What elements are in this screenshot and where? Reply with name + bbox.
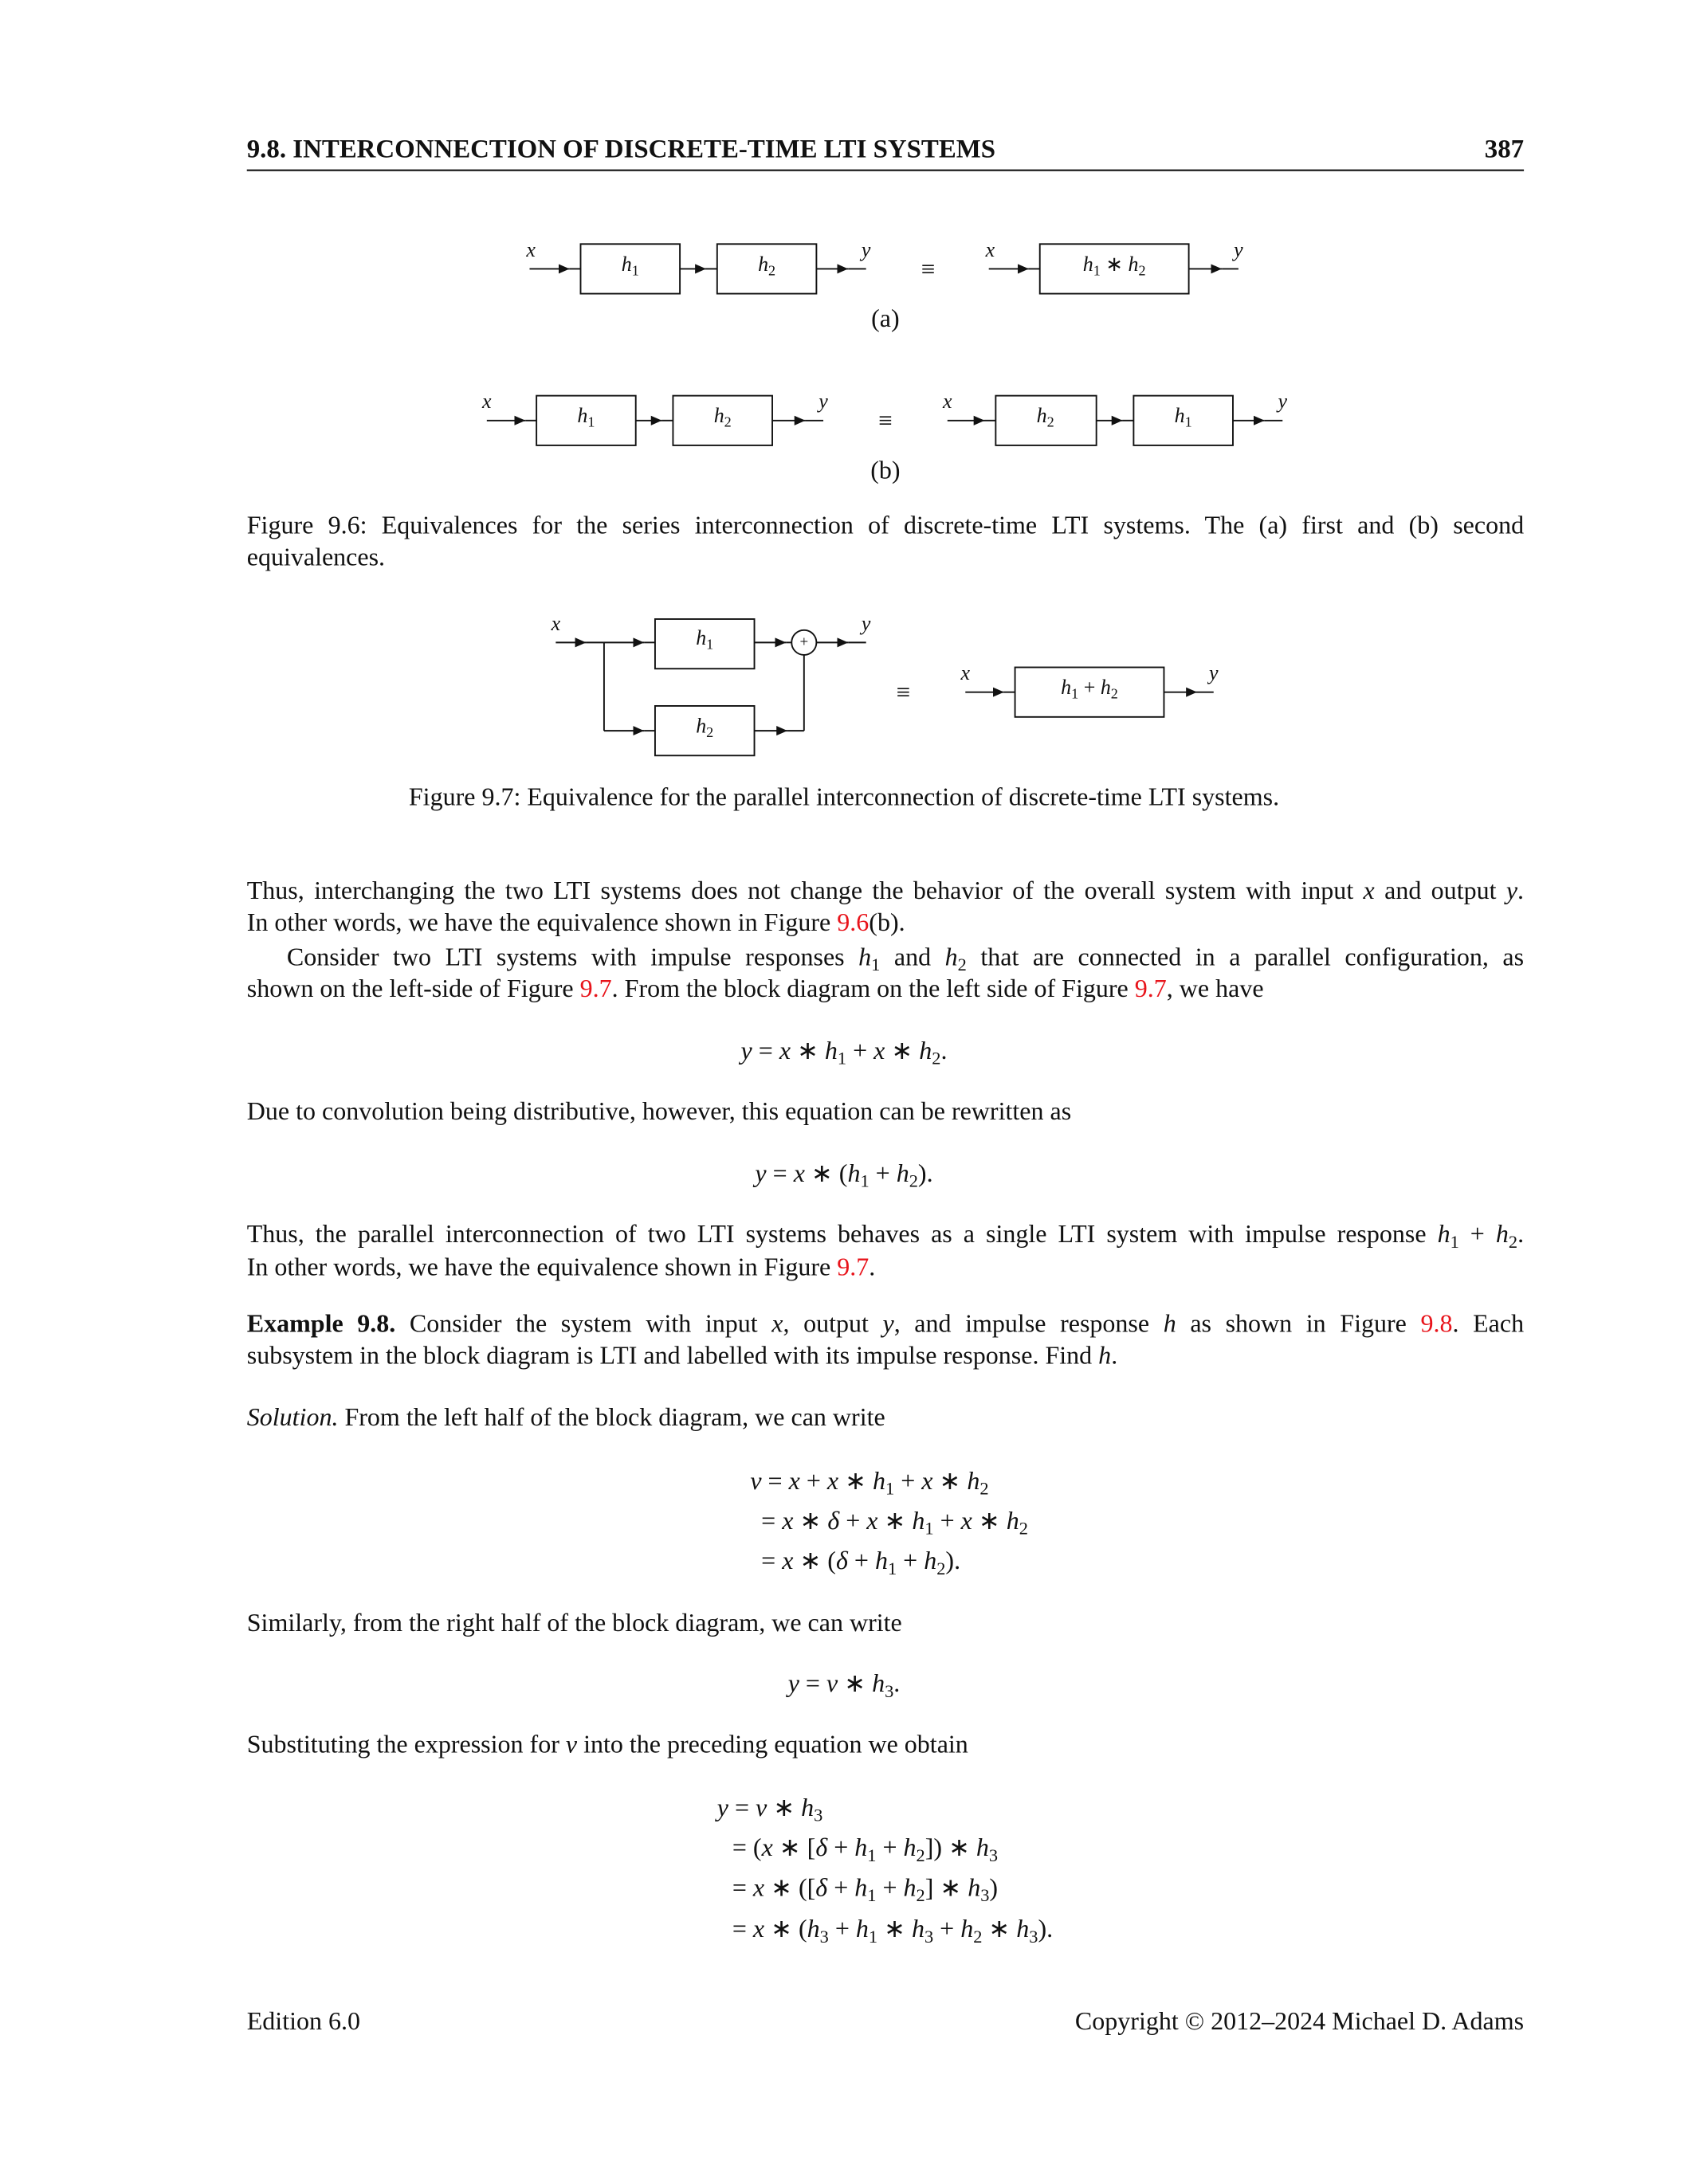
signal-label-y	[862, 238, 871, 263]
subscript: 2	[916, 1884, 925, 1906]
text-segment: , output	[783, 1311, 883, 1339]
equivalence-symbol	[878, 408, 893, 433]
subscript: 2	[768, 264, 776, 280]
text-segment: (b)	[870, 457, 901, 486]
subscript: 1	[885, 1477, 895, 1499]
text-segment: y	[716, 1794, 729, 1823]
text-segment: h	[847, 1160, 861, 1189]
text-segment: h	[872, 1671, 885, 1699]
text-segment: h	[854, 1835, 868, 1863]
text-segment: h	[896, 1160, 909, 1189]
text-segment: subsystem in the block diagram is LTI and labelled with its impulse response. Find	[246, 1343, 1099, 1371]
paragraph-line	[247, 1731, 968, 1761]
subscript: 3	[814, 1804, 823, 1825]
block-h1-plus-h2	[1061, 676, 1118, 708]
text-segment: h	[903, 1835, 917, 1863]
text-segment: h	[944, 944, 958, 972]
text-segment: = (	[732, 1835, 762, 1863]
equation	[0, 1670, 1688, 1700]
signal-label-x	[482, 390, 492, 415]
text-segment: v	[826, 1671, 838, 1699]
text-segment: Example 9.8.	[246, 1311, 396, 1339]
text-segment: x	[482, 391, 492, 414]
text-segment: h	[1098, 1343, 1112, 1371]
text-segment: h	[807, 1916, 820, 1944]
paragraph-line	[247, 974, 1264, 1005]
text-segment: Similarly, from the right half of the block diagram, we can write	[246, 1610, 902, 1638]
text-segment: ∗	[767, 1794, 802, 1823]
text-segment: x	[921, 1468, 933, 1496]
subscript: 2	[932, 1047, 941, 1068]
subscript: 2	[973, 1926, 983, 1947]
block-h1-conv-h2	[1083, 253, 1146, 284]
text-segment: y	[1505, 878, 1518, 906]
text-segment: v	[565, 1731, 578, 1759]
text-segment: Substituting the expression for	[246, 1731, 566, 1759]
text-segment: ∗	[838, 1468, 873, 1496]
text-segment: h	[824, 1037, 838, 1066]
text-segment: )	[989, 1875, 999, 1903]
text-segment: ∗ (	[804, 1160, 848, 1189]
text-segment: h	[912, 1508, 925, 1536]
text-segment: (b).	[869, 910, 905, 938]
text-segment: ∗	[885, 1037, 920, 1066]
subscript: 3	[924, 1926, 934, 1947]
text-segment: into the preceding equation we obtain	[577, 1731, 968, 1759]
text-segment: x	[551, 614, 561, 636]
text-segment: y	[861, 240, 871, 262]
text-segment: x	[960, 663, 971, 686]
text-segment: ∗	[877, 1508, 913, 1536]
subscript: 3	[988, 1845, 999, 1866]
subscript: 2	[1046, 415, 1054, 431]
text-segment: h	[1061, 677, 1072, 700]
text-segment: +	[894, 1468, 922, 1496]
text-segment: h	[713, 406, 724, 429]
text-segment: δ	[815, 1875, 828, 1903]
text-segment: x	[943, 391, 952, 414]
subscript: 1	[867, 1845, 877, 1866]
text-segment: In other words, we have the equivalence shown in Figure	[246, 910, 838, 938]
subscript: 1	[631, 264, 639, 280]
subscript: 1	[706, 637, 714, 653]
text-segment: y	[1208, 663, 1219, 686]
text-segment: Figure 9.6: Equivalences for the series interconnection of discrete-time LTI systems. The (a) first and (b) second	[246, 512, 1525, 541]
equation-line	[732, 1874, 998, 1904]
text-segment: δ	[835, 1548, 848, 1576]
text-segment: .	[1111, 1343, 1118, 1371]
subscript: 3	[1029, 1926, 1038, 1947]
signal-label-x	[986, 238, 995, 263]
footer-copyright: Copyright © 2012–2024 Michael D. Adams	[1074, 2009, 1525, 2037]
text-segment: (a)	[871, 306, 900, 334]
text-segment: h	[854, 1875, 868, 1903]
text-segment: h	[874, 1548, 888, 1576]
figure-9-6-caption	[247, 543, 385, 574]
subscript: 2	[936, 1558, 946, 1579]
text-segment: In other words, we have the equivalence shown in Figure	[246, 1254, 838, 1283]
subscript: 1	[867, 1884, 877, 1906]
text-segment: =	[728, 1794, 756, 1823]
figure-9-6-caption	[247, 512, 1524, 542]
text-segment: .	[1517, 878, 1525, 906]
text-segment: ∗	[793, 1508, 828, 1536]
text-segment: , and impulse response	[893, 1311, 1164, 1339]
example-line	[247, 1342, 1117, 1372]
block-h2	[758, 253, 775, 284]
text-segment: +	[876, 1875, 904, 1903]
paragraph-line	[247, 1220, 1524, 1250]
text-segment: x	[793, 1160, 805, 1189]
text-segment: h	[1437, 1221, 1451, 1249]
text-segment: ∗ (	[764, 1916, 807, 1944]
subscript: 1	[868, 1926, 878, 1947]
text-segment: h	[1128, 254, 1139, 276]
text-segment: =	[732, 1875, 753, 1903]
equation-line	[761, 1507, 1028, 1537]
text-segment: y	[1234, 240, 1243, 262]
subscript: 1	[871, 954, 881, 975]
text-segment: h	[855, 1916, 869, 1944]
text-segment: y	[787, 1671, 799, 1699]
subscript: 2	[909, 1170, 918, 1191]
page-number: 387	[1484, 135, 1525, 164]
text-segment: .	[869, 1254, 876, 1283]
paragraph-line	[247, 1253, 876, 1284]
subscript: 1	[860, 1170, 870, 1191]
text-segment: h	[911, 1916, 924, 1944]
text-segment: From the left half of the block diagram, we can write	[338, 1405, 885, 1433]
text-segment: .	[893, 1671, 901, 1699]
text-segment: h	[1006, 1508, 1019, 1536]
subscript: 2	[724, 415, 732, 431]
signal-label-x	[943, 390, 952, 415]
text-segment: ] ∗	[924, 1875, 968, 1903]
text-segment: Thus, interchanging the two LTI systems does not change the behavior of the overall system with input	[246, 878, 1364, 906]
paragraph-line	[247, 908, 905, 939]
text-segment: , we have	[1166, 976, 1264, 1004]
text-segment: x	[752, 1916, 765, 1944]
equivalence-symbol	[921, 257, 936, 281]
equation-line	[750, 1467, 988, 1497]
text-segment: h	[919, 1037, 932, 1066]
block-h1	[696, 626, 713, 658]
text-segment: h	[967, 1468, 980, 1496]
text-segment: Due to convolution being distributive, however, this equation can be rewritten as	[246, 1099, 1072, 1127]
text-segment: y	[818, 391, 828, 414]
text-segment: ]) ∗	[924, 1835, 976, 1863]
text-segment: ∗	[1100, 254, 1129, 276]
signal-label-y	[1209, 662, 1219, 687]
text-segment: and	[880, 944, 945, 972]
equation-line	[761, 1547, 960, 1578]
example-line	[247, 1310, 1524, 1340]
text-segment: h	[903, 1875, 917, 1903]
subscript: 1	[837, 1047, 847, 1068]
figure-reference-link[interactable]: 9.6	[837, 910, 870, 938]
text-segment: ).	[945, 1548, 961, 1576]
text-segment: h	[1016, 1916, 1030, 1944]
text-segment: =	[732, 1916, 753, 1944]
figure-reference-link[interactable]: 9.7	[1134, 976, 1167, 1004]
text-segment: ∗	[972, 1508, 1007, 1536]
text-segment: +	[827, 1875, 855, 1903]
equation-line	[732, 1833, 998, 1864]
text-segment: x	[866, 1508, 878, 1536]
text-segment: +	[933, 1508, 961, 1536]
block-h1	[622, 253, 639, 284]
text-segment: h	[960, 1916, 974, 1944]
text-segment: y	[1278, 391, 1288, 414]
signal-label-y	[862, 612, 871, 637]
text-segment: h	[801, 1794, 815, 1823]
text-segment: =	[761, 1508, 783, 1536]
text-segment: +	[839, 1508, 867, 1536]
signal-label-x	[526, 238, 536, 263]
text-segment: x	[1363, 878, 1375, 906]
figure-9-7-caption	[0, 783, 1688, 814]
subscript: 2	[706, 726, 714, 742]
text-segment: Consider two LTI systems with impulse responses	[286, 944, 859, 972]
subscript: 1	[587, 415, 595, 431]
text-segment: h	[1495, 1221, 1509, 1249]
text-segment: x	[826, 1468, 839, 1496]
text-segment: .	[940, 1037, 948, 1066]
text-segment: x	[752, 1875, 765, 1903]
text-segment: x	[771, 1311, 783, 1339]
text-segment: +	[869, 1160, 897, 1189]
text-segment: x	[960, 1508, 972, 1536]
text-segment: Solution.	[246, 1405, 339, 1433]
text-segment: and output	[1374, 878, 1506, 906]
footer-edition: Edition 6.0	[246, 2009, 361, 2037]
text-segment: +	[827, 1835, 855, 1863]
text-segment: x	[761, 1835, 773, 1863]
text-segment: .	[1517, 1221, 1525, 1249]
subscript: 1	[924, 1517, 934, 1539]
subscript: 2	[916, 1845, 925, 1866]
text-segment: h	[872, 1468, 885, 1496]
subscript: 2	[1508, 1231, 1518, 1252]
text-segment: x	[788, 1468, 800, 1496]
text-segment: x	[985, 240, 995, 262]
signal-label-y	[818, 390, 828, 415]
text-segment: h	[758, 254, 769, 276]
text-segment: h	[924, 1548, 937, 1576]
text-segment: ).	[1038, 1916, 1054, 1944]
text-segment: . From the block diagram on the left side of Figure	[611, 976, 1135, 1004]
text-segment: +	[1458, 1221, 1496, 1249]
text-segment: +	[1078, 677, 1101, 700]
text-segment: h	[858, 944, 872, 972]
paragraph-line	[247, 877, 1524, 908]
text-segment: x	[782, 1508, 794, 1536]
text-segment: y	[861, 614, 871, 636]
signal-label-x	[552, 612, 561, 637]
text-segment: h	[696, 716, 707, 739]
text-segment: +	[933, 1916, 961, 1944]
text-segment: Thus, the parallel interconnection of two LTI systems behaves as a single LTI system with impulse response	[246, 1221, 1438, 1249]
text-segment: h	[577, 406, 588, 429]
text-segment: Consider the system with input	[395, 1311, 772, 1339]
text-segment: y	[755, 1160, 767, 1189]
figure-reference-link[interactable]: 9.7	[837, 1254, 870, 1283]
text-segment: δ	[815, 1835, 828, 1863]
subscript: 3	[885, 1680, 894, 1702]
text-segment: y	[882, 1311, 894, 1339]
text-segment: v	[750, 1468, 762, 1496]
text-segment: +	[846, 1037, 874, 1066]
block-h1	[1175, 405, 1192, 437]
text-segment: equivalences.	[246, 544, 386, 573]
text-segment: =	[799, 1671, 826, 1699]
text-segment: +	[876, 1835, 904, 1863]
equation-line	[732, 1915, 1053, 1946]
equation-line	[717, 1794, 823, 1824]
text-segment: h	[1036, 406, 1047, 429]
text-segment: ∗ ([	[764, 1875, 816, 1903]
text-segment: shown on the left-side of Figure	[246, 976, 580, 1004]
subscript: 3	[980, 1884, 990, 1906]
text-segment: x	[779, 1037, 791, 1066]
subscript: 2	[1019, 1517, 1028, 1539]
text-segment: =	[766, 1160, 794, 1189]
signal-label-y	[1234, 238, 1243, 263]
subscript: 1	[1450, 1231, 1459, 1252]
text-segment: ≡	[896, 678, 911, 706]
text-segment: ≡	[921, 255, 936, 283]
figure-reference-link[interactable]: 9.8	[1420, 1311, 1453, 1339]
block-h1	[577, 405, 595, 437]
text-segment: h	[968, 1875, 981, 1903]
subscript: 1	[887, 1558, 897, 1579]
text-segment: x	[782, 1548, 794, 1576]
text-segment: ≡	[878, 406, 893, 435]
text-segment: y	[740, 1037, 752, 1066]
running-header-title: 9.8. INTERCONNECTION OF DISCRETE-TIME LTI SYSTEMS	[246, 135, 996, 164]
text-segment: h	[976, 1835, 989, 1863]
subfigure-label-b	[870, 459, 900, 484]
text-segment: h	[696, 628, 707, 650]
subscript: 2	[957, 954, 967, 975]
text-segment: as shown in Figure	[1176, 1311, 1421, 1339]
text-segment: v	[756, 1794, 767, 1823]
subscript: 1	[1184, 415, 1192, 431]
block-h2	[1037, 405, 1054, 437]
text-segment: h	[1082, 254, 1093, 276]
text-segment: +	[799, 633, 809, 651]
text-segment: that are connected in a parallel configuration, as	[966, 944, 1525, 972]
text-segment: ∗ (	[793, 1548, 836, 1576]
text-segment: +	[799, 1468, 827, 1496]
text-segment: . Each	[1452, 1311, 1525, 1339]
subscript: 1	[1093, 264, 1101, 280]
subscript: 2	[1110, 687, 1118, 703]
signal-label-y	[1278, 390, 1287, 415]
paragraph-line	[287, 943, 1524, 974]
signal-label-x	[961, 662, 971, 687]
subscript: 2	[1138, 264, 1146, 280]
text-segment: h	[1174, 406, 1185, 429]
text-segment: x	[873, 1037, 885, 1066]
text-segment: +	[828, 1916, 856, 1944]
equivalence-symbol	[897, 680, 911, 704]
text-segment: x	[526, 240, 536, 262]
text-segment: ∗	[877, 1916, 912, 1944]
text-segment: =	[761, 1468, 789, 1496]
text-segment: Figure 9.7: Equivalence for the parallel interconnection of discrete-time LTI systems.	[408, 784, 1280, 813]
block-h2	[714, 405, 732, 437]
text-segment: h	[621, 254, 632, 276]
text-segment: +	[847, 1548, 875, 1576]
text-segment: ).	[917, 1160, 933, 1189]
text-segment: ∗ [	[772, 1835, 816, 1863]
summing-junction-plus	[799, 630, 808, 655]
subscript: 2	[979, 1477, 989, 1499]
text-segment: +	[897, 1548, 924, 1576]
text-segment: ∗	[838, 1671, 873, 1699]
solution-line	[247, 1404, 885, 1434]
text-segment: h	[1163, 1311, 1176, 1339]
subfigure-label-a	[871, 308, 900, 332]
text-segment: =	[761, 1548, 783, 1576]
figure-reference-link[interactable]: 9.7	[579, 976, 612, 1004]
paragraph-line	[247, 1097, 1071, 1127]
equation	[0, 1159, 1688, 1190]
subscript: 1	[1071, 687, 1079, 703]
text-segment: ∗	[932, 1468, 968, 1496]
block-h2	[696, 715, 713, 747]
text-segment: h	[1100, 677, 1111, 700]
paragraph-line	[247, 1609, 902, 1639]
text-segment: δ	[827, 1508, 840, 1536]
text-segment: ∗	[982, 1916, 1017, 1944]
subscript: 3	[819, 1926, 829, 1947]
text-segment: =	[752, 1037, 779, 1066]
text-segment: ∗	[791, 1037, 825, 1066]
equation	[0, 1037, 1688, 1067]
